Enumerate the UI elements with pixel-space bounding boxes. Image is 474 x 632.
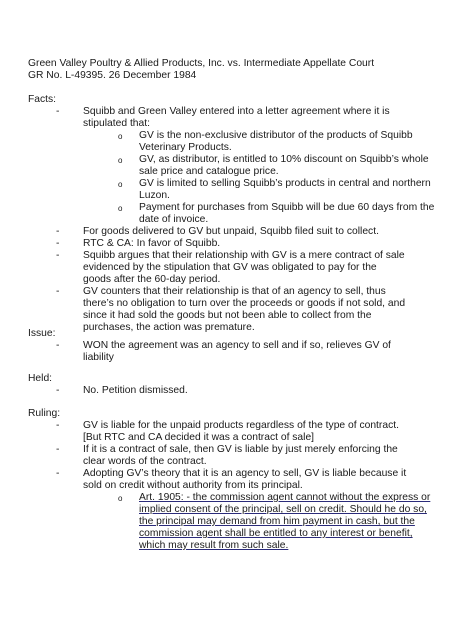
ruling-item-3-line-2: sold on credit without authority from its principal.	[83, 480, 303, 491]
facts-item-5-line-3: since it had sold the goods but not been able to collect from the	[83, 310, 372, 321]
issue-heading: Issue:	[28, 328, 56, 339]
article-1905-quote-line-3: the principal may demand from him payment in cash, but the	[139, 516, 415, 527]
circle-bullet-icon: o	[118, 180, 123, 189]
circle-bullet-icon: o	[118, 204, 123, 213]
facts-item-2: For goods delivered to GV but unpaid, Squibb filed suit to collect.	[83, 226, 379, 237]
case-title: Green Valley Poultry & Allied Products, Inc. vs. Intermediate Appellate Court	[28, 58, 375, 69]
dash-bullet: -	[56, 340, 60, 351]
facts-item-4-line-1: Squibb argues that their relationship with GV is a mere contract of sale	[83, 250, 405, 261]
article-1905-quote-line-4: commission agent shall be entitled to any interest or benefit,	[139, 528, 413, 539]
facts-sub-3-line-2: Luzon.	[139, 190, 170, 201]
facts-item-5-line-4: purchases, the action was premature.	[83, 322, 255, 333]
facts-sub-1-line-1: GV is the non-exclusive distributor of the products of Squibb	[139, 130, 413, 141]
ruling-item-1-line-1: GV is liable for the unpaid products regardless of the type of contract.	[83, 420, 399, 431]
facts-sub-4-line-2: date of invoice.	[139, 214, 209, 225]
dash-bullet: -	[56, 385, 60, 396]
dash-bullet: -	[56, 286, 60, 297]
dash-bullet: -	[56, 226, 60, 237]
facts-item-3: RTC & CA: In favor of Squibb.	[83, 238, 221, 249]
facts-sub-1-line-2: Veterinary Products.	[139, 142, 232, 153]
dash-bullet: -	[56, 238, 60, 249]
circle-bullet-icon: o	[118, 156, 123, 165]
facts-sub-4-line-1: Payment for purchases from Squibb will be due 60 days from the	[139, 202, 435, 213]
ruling-heading: Ruling:	[28, 408, 61, 419]
ruling-item-2-line-1: If it is a contract of sale, then GV is liable by just merely enforcing the	[83, 444, 398, 455]
dash-bullet: -	[56, 106, 60, 117]
facts-item-5-line-1: GV counters that their relationship is that of an agency to sell, thus	[83, 286, 386, 297]
dash-bullet: -	[56, 420, 60, 431]
article-1905-quote-line-1: Art. 1905: - the commission agent cannot without the express or	[139, 492, 431, 503]
ruling-item-2-line-2: clear words of the contract.	[83, 456, 207, 467]
issue-item-1-line-2: liability	[83, 352, 114, 363]
case-citation: GR No. L-49395. 26 December 1984	[28, 70, 197, 81]
dash-bullet: -	[56, 468, 60, 479]
facts-item-4-line-2: evidenced by the stipulation that GV was obligated to pay for the	[83, 262, 377, 273]
ruling-item-1-line-2: [But RTC and CA decided it was a contract of sale]	[83, 432, 315, 443]
facts-heading: Facts:	[28, 94, 57, 105]
ruling-item-3-line-1: Adopting GV’s theory that it is an agency to sell, GV is liable because it	[83, 468, 407, 479]
held-item-1: No. Petition dismissed.	[83, 385, 188, 396]
article-1905-quote-line-5: which may result from such sale.	[139, 540, 289, 551]
facts-sub-3-line-1: GV is limited to selling Squibb’s products in central and northern	[139, 178, 431, 189]
dash-bullet: -	[56, 444, 60, 455]
article-1905-quote-line-2: implied consent of the principal, sell on credit. Should he do so,	[139, 504, 427, 515]
circle-bullet-icon: o	[118, 132, 123, 141]
facts-item-1-line-1: Squibb and Green Valley entered into a letter agreement where it is	[83, 106, 390, 117]
facts-item-4-line-3: goods after the 60-day period.	[83, 274, 221, 285]
facts-item-1-line-2: stipulated that:	[83, 118, 150, 129]
circle-bullet-icon: o	[118, 494, 123, 503]
facts-item-5-line-2: there’s no obligation to turn over the proceeds or goods if not sold, and	[83, 298, 406, 309]
issue-item-1-line-1: WON the agreement was an agency to sell and if so, relieves GV of	[83, 340, 391, 351]
dash-bullet: -	[56, 250, 60, 261]
held-heading: Held:	[28, 373, 53, 384]
facts-sub-2-line-1: GV, as distributor, is entitled to 10% discount on Squibb’s whole	[139, 154, 429, 165]
facts-sub-2-line-2: sale price and catalogue price.	[139, 166, 279, 177]
